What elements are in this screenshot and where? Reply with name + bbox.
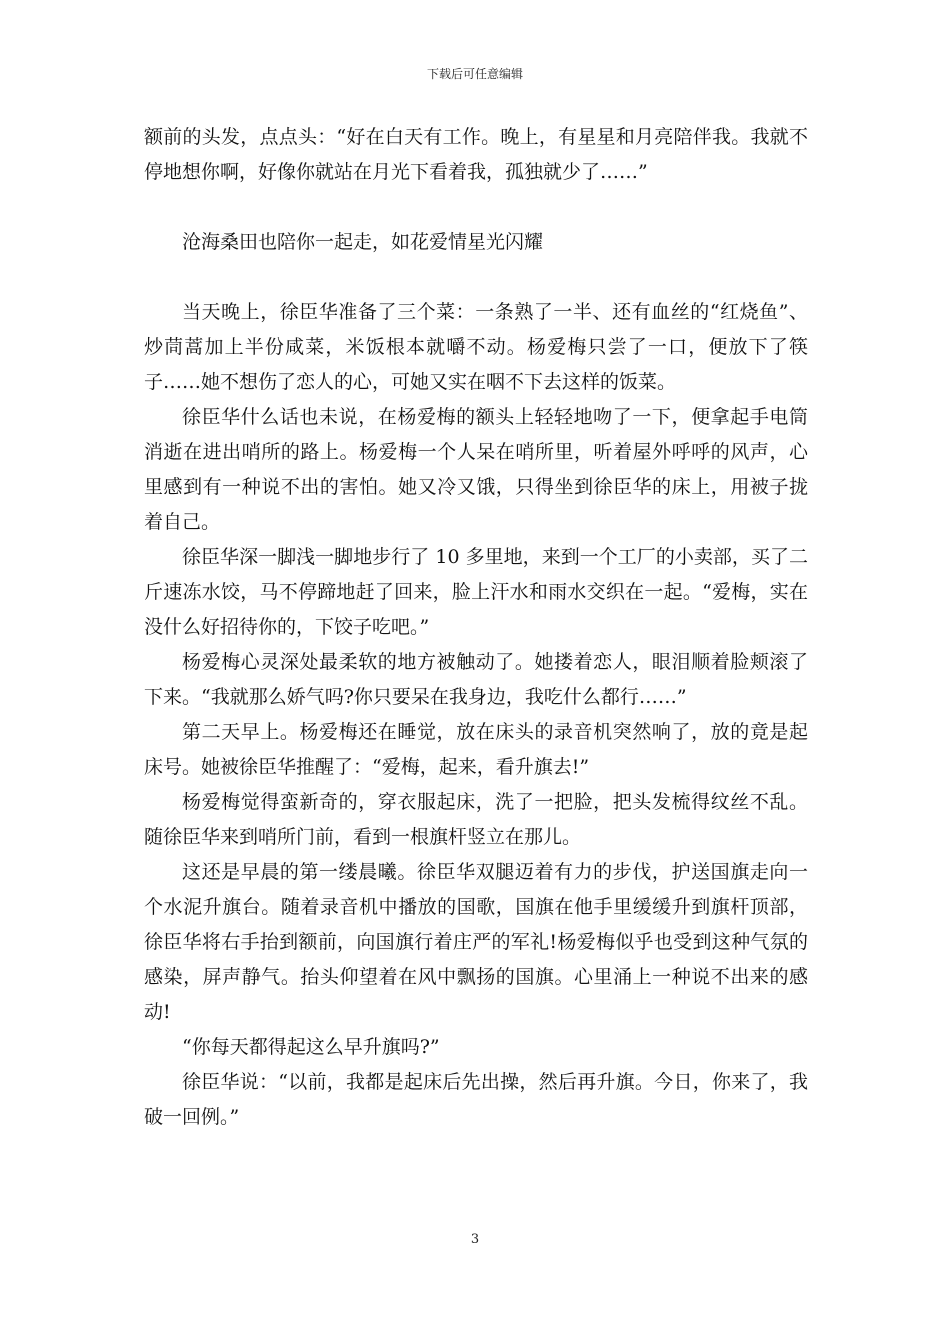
paragraph: 徐臣华说：“以前，我都是起床后先出操，然后再升旗。今日，你来了，我破一回例。” xyxy=(144,1071,808,1128)
paragraph: 第二天早上。杨爱梅还在睡觉，放在床头的录音机突然响了，放的竟是起床号。她被徐臣华推醒了：“爱梅，起来，看升旗去!” xyxy=(144,721,808,778)
paragraph: 徐臣华深一脚浅一脚地步行了 10 多里地，来到一个工厂的小卖部，买了二斤速冻水饺，马不停蹄地赶了回来，脸上汗水和雨水交织在一起。“爱梅，实在没什么好招待你的，下饺子吃吧。” xyxy=(144,546,808,638)
paragraph: 杨爱梅觉得蛮新奇的，穿衣服起床，洗了一把脸，把头发梳得纹丝不乱。随徐臣华来到哨所门前，看到一根旗杆竖立在那儿。 xyxy=(144,791,808,848)
paragraph: 这还是早晨的第一缕晨曦。徐臣华双腿迈着有力的步伐，护送国旗走向一个水泥升旗台。随着录音机中播放的国歌，国旗在他手里缓缓升到旗杆顶部，徐臣华将右手抬到额前，向国旗行着庄严的军礼!杨爱梅似乎也受到这种气氛的感染，屏声静气。抬头仰望着在风中飘扬的国旗。心里涌上一种说不出来的感动! xyxy=(144,861,808,1023)
paragraph: 当天晚上，徐臣华准备了三个菜：一条熟了一半、还有血丝的“红烧鱼”、炒茼蒿加上半份咸菜，米饭根本就嚼不动。杨爱梅只尝了一口，便放下了筷子……她不想伤了恋人的心，可她又实在咽不下去这样的饭菜。 xyxy=(144,301,808,393)
paragraph: 徐臣华什么话也未说，在杨爱梅的额头上轻轻地吻了一下，便拿起手电筒消逝在进出哨所的路上。杨爱梅一个人呆在哨所里，听着屋外呼呼的风声，心里感到有一种说不出的害怕。她又冷又饿，只得坐到徐臣华的床上，用被子拢着自己。 xyxy=(144,406,808,533)
paragraph-dialogue: “你每天都得起这么早升旗吗?” xyxy=(182,1036,440,1058)
paragraph-continuation: 额前的头发，点点头：“好在白天有工作。晚上，有星星和月亮陪伴我。我就不停地想你啊，好像你就站在月光下看着我，孤独就少了……” xyxy=(144,126,808,183)
section-heading: 沧海桑田也陪你一起走，如花爱情星光闪耀 xyxy=(182,231,544,253)
page-header-note: 下载后可任意编辑 xyxy=(426,67,523,81)
page-number: 3 xyxy=(470,1232,480,1247)
paragraph: 杨爱梅心灵深处最柔软的地方被触动了。她搂着恋人，眼泪顺着脸颊滚了下来。“我就那么娇气吗?你只要呆在我身边，我吃什么都行……” xyxy=(144,651,808,708)
document-body xyxy=(144,120,808,1135)
